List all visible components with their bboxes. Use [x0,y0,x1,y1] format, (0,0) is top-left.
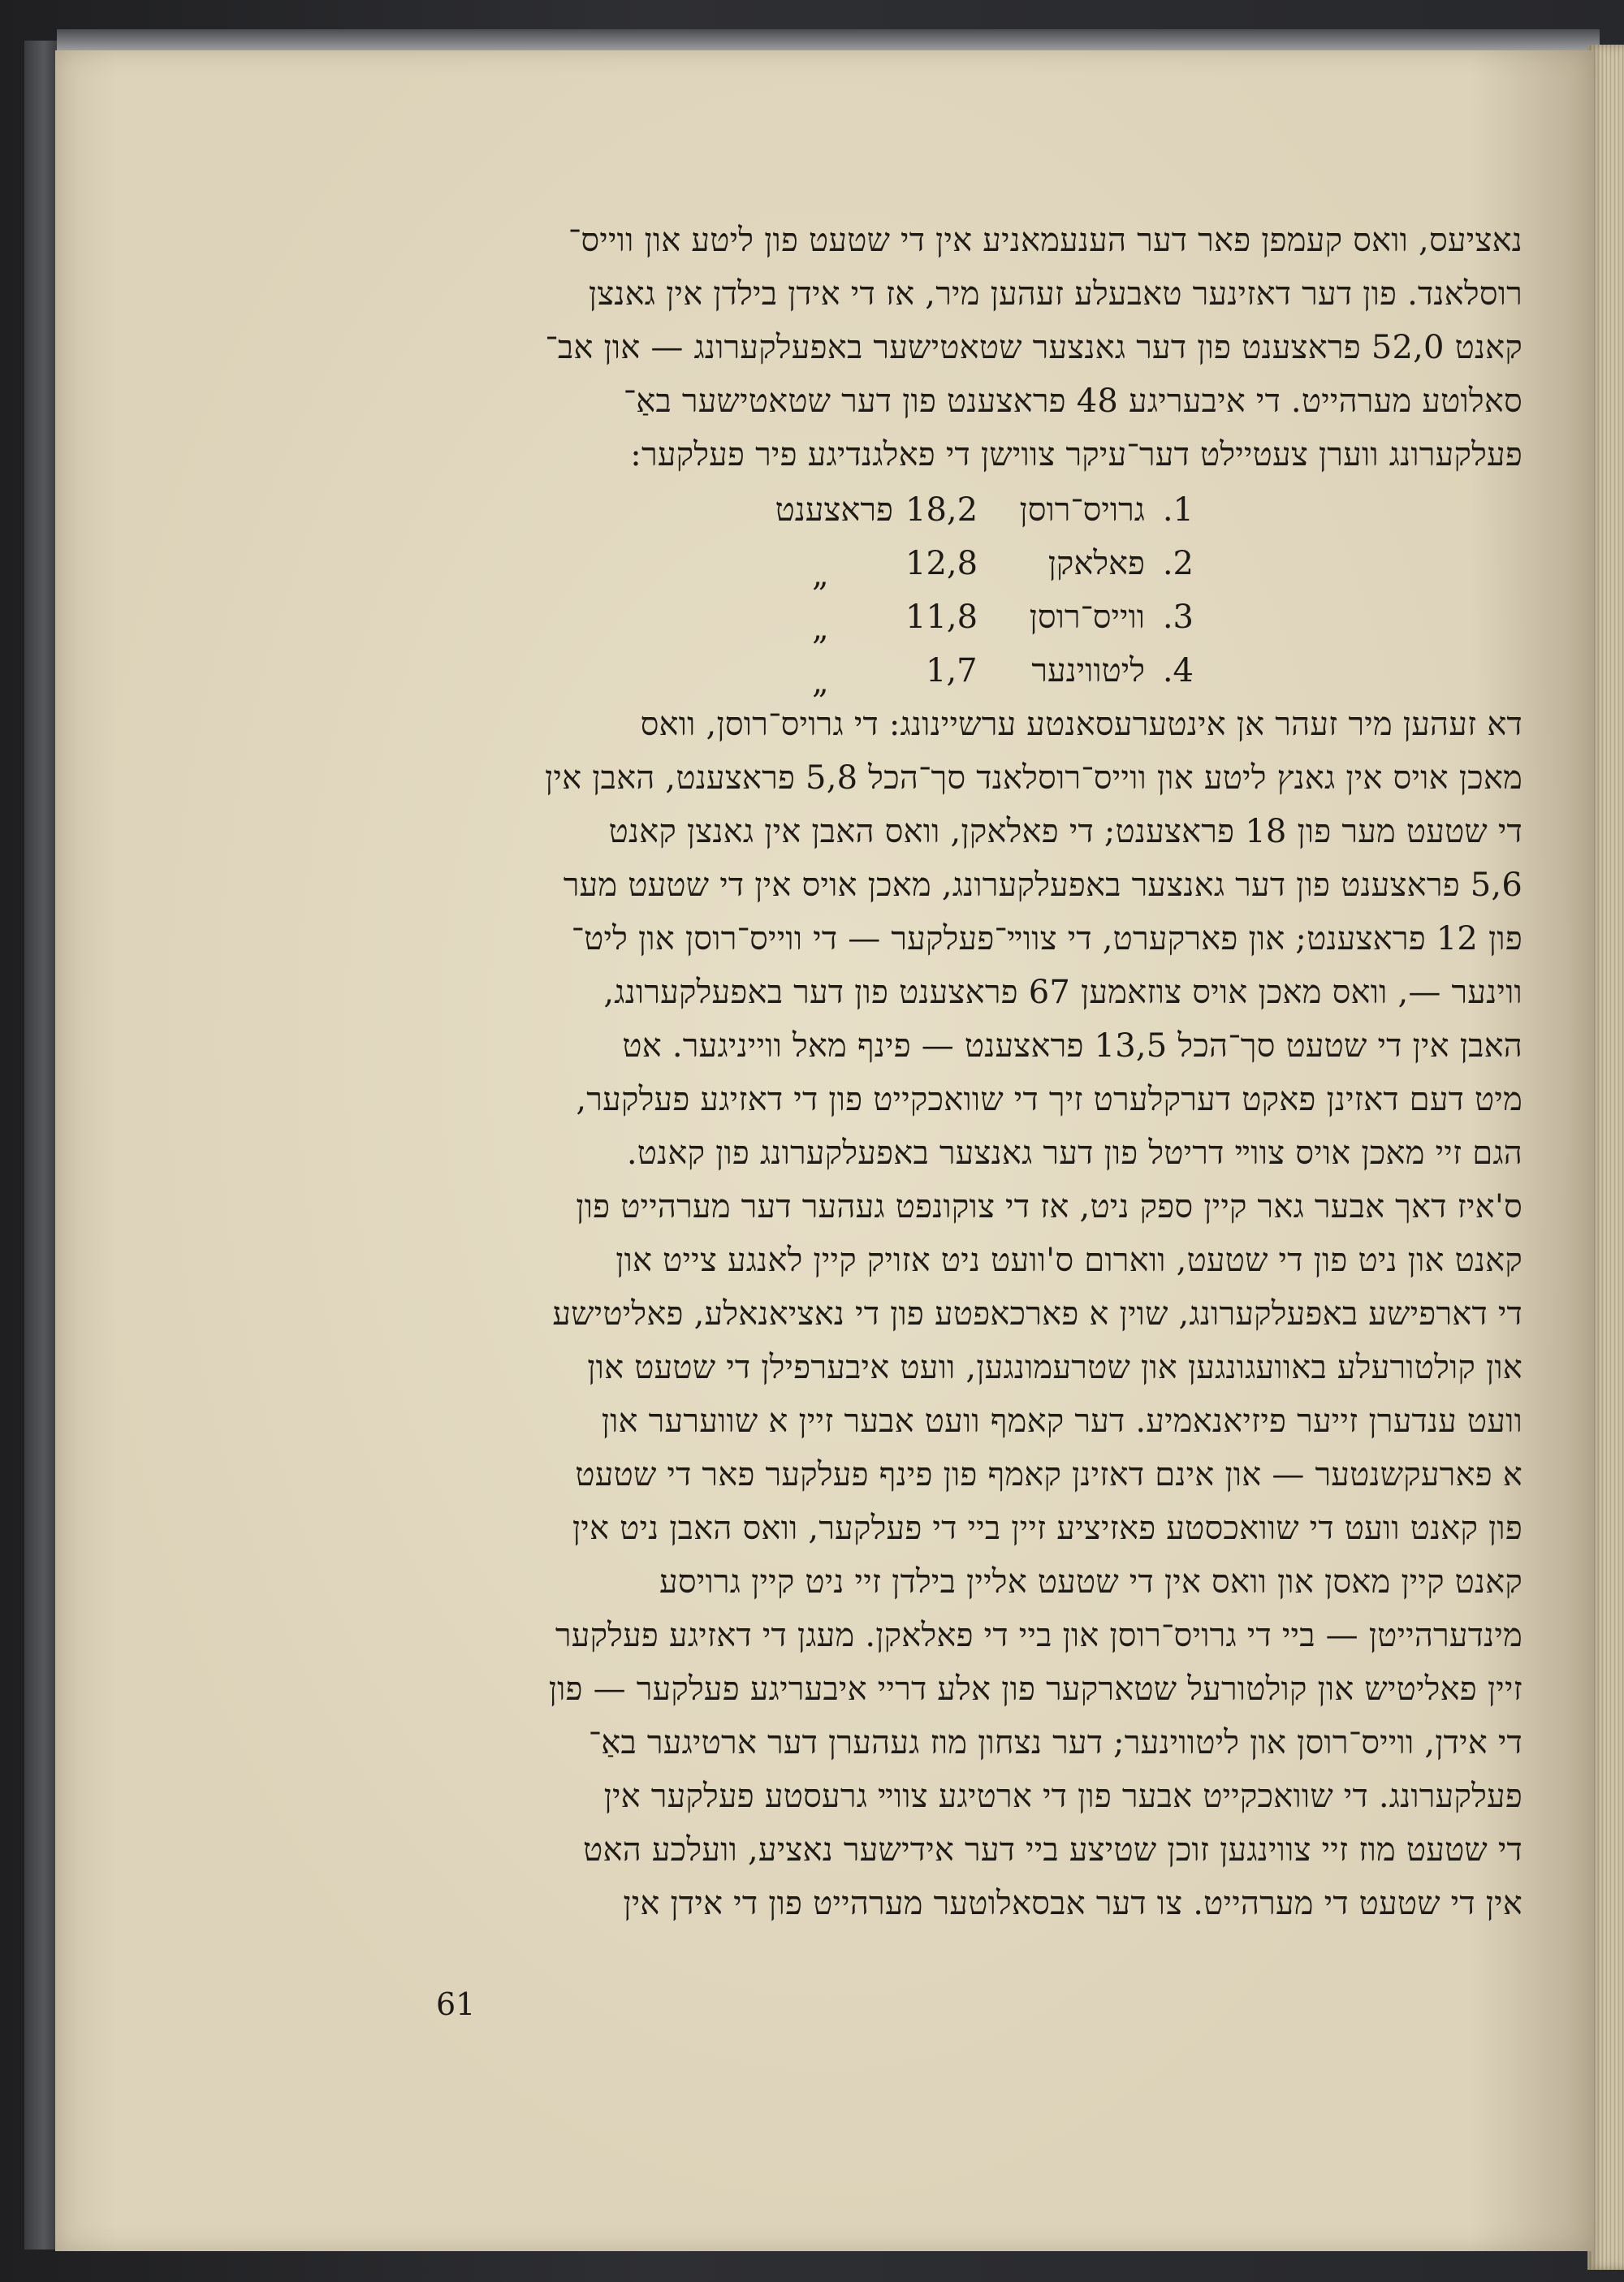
list-value: 1,7 [926,652,978,689]
text-line: הגם זיי מאכן אויס צווײ דריטל פון דער גאנצער באפעלקערונג פון קאנט. [626,1135,1522,1172]
list-unit: „ [812,610,829,647]
text-line: האבן אין די שטעט סך־הכל 13,5 פראצענט — פינף מאל ווייניגער. אט [622,1027,1522,1065]
text-line: און קולטורעלע באוועגונגען און שטרעמונגען, וועט איבערפילן די שטעט און [587,1349,1522,1386]
text-line: מיט דעם דאזינן פאקט דערקלערט זיך די שוואכקייט פון די דאזיגע פעלקער, [576,1081,1522,1118]
text-line: מאכן אויס אין גאנץ ליטע און ווייס־רוסלאנד סך־הכל 5,8 פראצענט, האבן אין [545,759,1522,797]
text-line: פעלקערונג. די שוואכקייט אבער פון די ארטיגע צווײ גרעסטע פעלקער אין [603,1778,1522,1815]
text-line: וועט ענדערן זייער פיזיאנאמיע. דער קאמף וועט אבער זיין א שווערער און [601,1402,1522,1440]
text-line: קאנט 52,0 פראצענט פון דער גאנצער שטאטישער באפעלקערונג — און אב־ [545,329,1522,366]
list-name: ליטווינער [1031,652,1145,689]
list-value: 11,8 [905,599,978,636]
list-number: 4. [1162,652,1194,689]
text-line: קאנט און ניט פון די שטעט, ווארום ס'וועט ניט אזויק קיין לאנגע צייט און [615,1242,1522,1279]
text-line: ווינער —, וואס מאכן אויס צוזאמען 67 פראצענט פון דער באפעלקערונג, [603,974,1522,1011]
list-name: ווייס־רוסן [1029,599,1145,636]
list-unit: „ [812,663,829,701]
text-line: רוסלאנד. פון דער דאזינער טאבעלע זעהען מיר, אז די אידן בילדן אין גאנצן [588,275,1522,313]
text-line: זיין פאליטיש און קולטורעל שטארקער פון אלע דריי איבעריגע פעלקער — פון [548,1670,1522,1708]
text-line: די דארפישע באפעלקערונג, שוין א פארכאפטע פון די נאציאנאלע, פאליטישע [552,1295,1522,1333]
text-line: נאציעס, וואס קעמפן פאר דער הענעמאניע אין די שטעט פון ליטע און ווייס־ [568,222,1522,259]
cover-spine-edge [24,41,57,2250]
text-line: א פארעקשנטער — און אינם דאזינן קאמף פון פינף פעלקער פאר די שטעט [575,1456,1522,1493]
text-line: פעלקערונג ווערן צעטיילט דער־עיקר צווישן די פאלגנדיגע פיר פעלקער: [630,436,1522,473]
text-line: פון קאנט וועט די שוואכסטע פאזיציע זיין ביי די פעלקער, וואס האבן ניט אין [572,1510,1522,1547]
text-line: סאלוטע מערהייט. די איבעריגע 48 פראצענט פון דער שטאטישער באַ־ [623,382,1522,420]
list-unit: פראצענט [775,491,893,529]
page-number: 61 [436,1986,476,2022]
text-line: מינדערהייטן — ביי די גרויס־רוסן און ביי די פאלאקן. מעגן די דאזיגע פעלקער [555,1617,1522,1654]
text-line: די שטעט מוז זיי צווינגען זוכן שטיצע ביי דער אידישער נאציע, וועלכע האט [583,1831,1522,1869]
text-line: דא זעהען מיר זעהר אן אינטערעסאנטע ערשיינונג: די גרויס־רוסן, וואס [640,706,1522,743]
text-line: ס'איז דאך אבער גאר קיין ספק ניט, אז די צוקונפט געהער דער מערהייט פון [576,1188,1522,1225]
text-line: פון 12 פראצענט; און פארקערט, די צווײ־פעלקער — די ווייס־רוסן און ליט־ [571,920,1522,957]
list-number: 1. [1162,491,1194,529]
list-value: 18,2 [905,491,978,529]
list-number: 2. [1162,545,1194,582]
text-line: 5,6 פראצענט פון דער גאנצער באפעלקערונג, מאכן אויס אין די שטעט מער [563,867,1522,904]
list-name: פאלאקן [1047,545,1145,582]
text-line: די אידן, ווייס־רוסן און ליטווינער; דער נצחון מוז געהערן דער ארטיגער באַ־ [588,1724,1522,1761]
text-line: קאנט קיין מאסן און וואס אין די שטעט אליין בילדן זיי ניט קיין גרויסע [659,1563,1522,1601]
list-value: 12,8 [905,545,978,582]
list-unit: „ [812,556,829,594]
text-line: אין די שטעט די מערהייט. צו דער אבסאלוטער מערהייט פון די אידן אין [623,1885,1522,1922]
list-number: 3. [1162,599,1194,636]
list-name: גרויס־רוסן [1019,491,1145,529]
text-line: די שטעט מער פון 18 פראצענט; די פאלאקן, וואס האבן אין גאנצן קאנט [608,813,1522,850]
